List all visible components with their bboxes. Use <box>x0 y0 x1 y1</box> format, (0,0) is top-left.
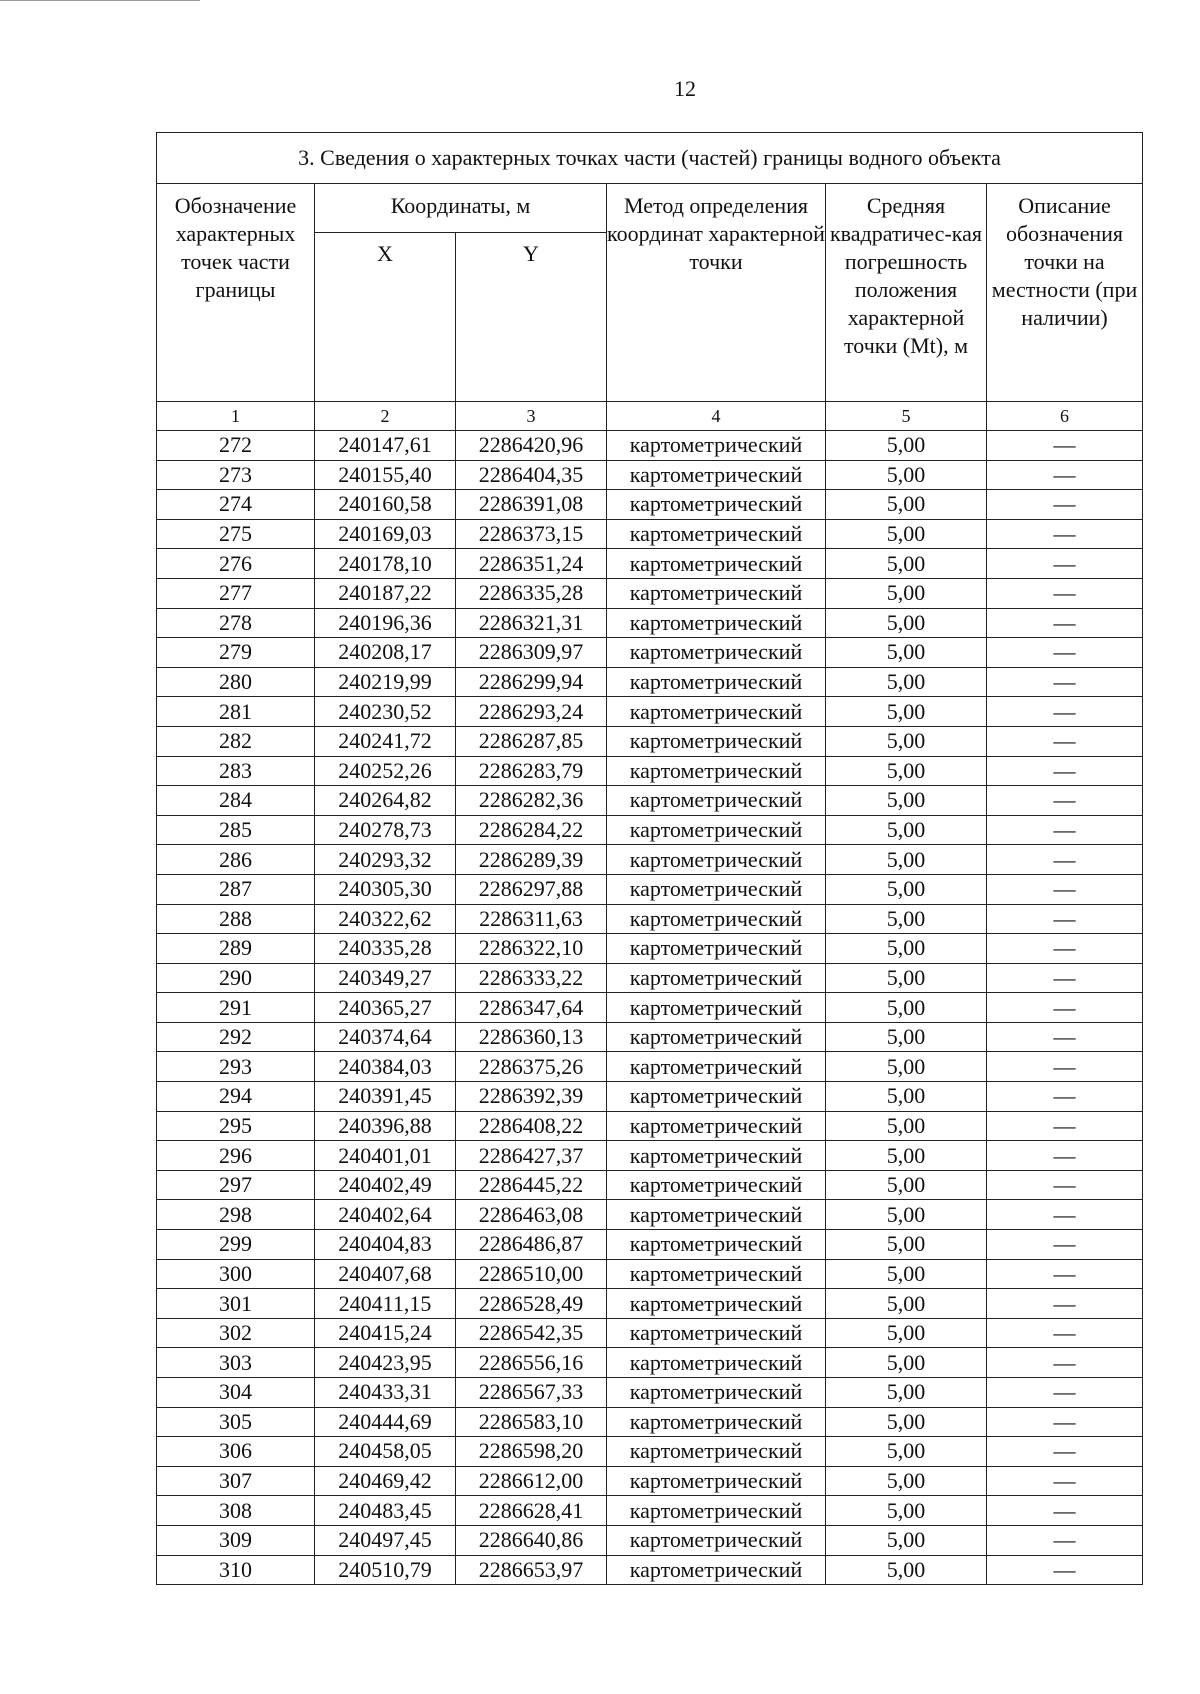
cell-method: картометрический <box>607 431 826 461</box>
cell-y: 2286284,22 <box>456 815 607 845</box>
cell-point-id: 309 <box>157 1525 315 1555</box>
cell-y: 2286486,87 <box>456 1230 607 1260</box>
cell-error: 5,00 <box>826 1170 987 1200</box>
cell-y: 2286653,97 <box>456 1555 607 1585</box>
table-row <box>157 1378 1143 1408</box>
cell-y: 2286283,79 <box>456 756 607 786</box>
cell-x: 240155,40 <box>315 460 456 490</box>
cell-x: 240510,79 <box>315 1555 456 1585</box>
cell-y: 2286528,49 <box>456 1289 607 1319</box>
cell-method: картометрический <box>607 1230 826 1260</box>
cell-error: 5,00 <box>826 549 987 579</box>
cell-y: 2286335,28 <box>456 578 607 608</box>
table-row <box>157 697 1143 727</box>
cell-method: картометрический <box>607 1407 826 1437</box>
cell-x: 240147,61 <box>315 431 456 461</box>
cell-x: 240402,64 <box>315 1200 456 1230</box>
cell-y: 2286289,39 <box>456 845 607 875</box>
table-row <box>157 934 1143 964</box>
cell-method: картометрический <box>607 1259 826 1289</box>
cell-x: 240384,03 <box>315 1052 456 1082</box>
table-row <box>157 963 1143 993</box>
cell-method: картометрический <box>607 904 826 934</box>
cell-x: 240219,99 <box>315 667 456 697</box>
cell-method: картометрический <box>607 934 826 964</box>
cell-y: 2286351,24 <box>456 549 607 579</box>
cell-y: 2286360,13 <box>456 1022 607 1052</box>
cell-method: картометрический <box>607 1022 826 1052</box>
table-row <box>157 578 1143 608</box>
cell-point-id: 303 <box>157 1348 315 1378</box>
cell-description: — <box>987 1378 1143 1408</box>
cell-error: 5,00 <box>826 1318 987 1348</box>
cell-point-id: 289 <box>157 934 315 964</box>
cell-description: — <box>987 667 1143 697</box>
cell-error: 5,00 <box>826 1466 987 1496</box>
cell-x: 240208,17 <box>315 638 456 668</box>
cell-method: картометрический <box>607 1200 826 1230</box>
cell-y: 2286542,35 <box>456 1318 607 1348</box>
cell-x: 240230,52 <box>315 697 456 727</box>
cell-y: 2286391,08 <box>456 490 607 520</box>
cell-x: 240252,26 <box>315 756 456 786</box>
cell-y: 2286598,20 <box>456 1437 607 1467</box>
table-row <box>157 1407 1143 1437</box>
cell-method: картометрический <box>607 1082 826 1112</box>
cell-description: — <box>987 1082 1143 1112</box>
cell-description: — <box>987 697 1143 727</box>
cell-point-id: 299 <box>157 1230 315 1260</box>
table-row <box>157 1348 1143 1378</box>
cell-x: 240196,36 <box>315 608 456 638</box>
cell-x: 240349,27 <box>315 963 456 993</box>
cell-description: — <box>987 963 1143 993</box>
cell-description: — <box>987 845 1143 875</box>
cell-y: 2286321,31 <box>456 608 607 638</box>
cell-point-id: 286 <box>157 845 315 875</box>
cell-point-id: 310 <box>157 1555 315 1585</box>
cell-error: 5,00 <box>826 608 987 638</box>
cell-point-id: 288 <box>157 904 315 934</box>
cell-method: картометрический <box>607 963 826 993</box>
cell-y: 2286567,33 <box>456 1378 607 1408</box>
cell-description: — <box>987 1437 1143 1467</box>
cell-error: 5,00 <box>826 638 987 668</box>
cell-error: 5,00 <box>826 874 987 904</box>
cell-x: 240322,62 <box>315 904 456 934</box>
cell-description: — <box>987 549 1143 579</box>
cell-description: — <box>987 1259 1143 1289</box>
cell-y: 2286463,08 <box>456 1200 607 1230</box>
cell-x: 240411,15 <box>315 1289 456 1319</box>
table-row <box>157 519 1143 549</box>
cell-method: картометрический <box>607 1555 826 1585</box>
cell-x: 240241,72 <box>315 726 456 756</box>
cell-error: 5,00 <box>826 1525 987 1555</box>
cell-description: — <box>987 1348 1143 1378</box>
cell-description: — <box>987 1052 1143 1082</box>
cell-point-id: 307 <box>157 1466 315 1496</box>
cell-description: — <box>987 756 1143 786</box>
cell-x: 240169,03 <box>315 519 456 549</box>
cell-error: 5,00 <box>826 697 987 727</box>
cell-method: картометрический <box>607 1348 826 1378</box>
cell-error: 5,00 <box>826 519 987 549</box>
cell-method: картометрический <box>607 726 826 756</box>
table-row <box>157 874 1143 904</box>
cell-description: — <box>987 1289 1143 1319</box>
cell-point-id: 294 <box>157 1082 315 1112</box>
column-number: 6 <box>987 402 1143 431</box>
cell-y: 2286311,63 <box>456 904 607 934</box>
cell-method: картометрический <box>607 1052 826 1082</box>
cell-x: 240401,01 <box>315 1141 456 1171</box>
cell-x: 240483,45 <box>315 1496 456 1526</box>
cell-error: 5,00 <box>826 904 987 934</box>
cell-x: 240444,69 <box>315 1407 456 1437</box>
table-row <box>157 1170 1143 1200</box>
cell-error: 5,00 <box>826 667 987 697</box>
page-number: 12 <box>674 76 696 101</box>
cell-description: — <box>987 874 1143 904</box>
cell-error: 5,00 <box>826 756 987 786</box>
cell-y: 2286612,00 <box>456 1466 607 1496</box>
cell-x: 240264,82 <box>315 786 456 816</box>
cell-description: — <box>987 1200 1143 1230</box>
cell-description: — <box>987 1111 1143 1141</box>
cell-error: 5,00 <box>826 460 987 490</box>
table-row <box>157 1052 1143 1082</box>
cell-x: 240402,49 <box>315 1170 456 1200</box>
cell-error: 5,00 <box>826 963 987 993</box>
column-number: 1 <box>157 402 315 431</box>
cell-x: 240423,95 <box>315 1348 456 1378</box>
column-number: 5 <box>826 402 987 431</box>
table-row <box>157 786 1143 816</box>
cell-y: 2286392,39 <box>456 1082 607 1112</box>
table-row <box>157 1259 1143 1289</box>
cell-point-id: 284 <box>157 786 315 816</box>
cell-y: 2286445,22 <box>456 1170 607 1200</box>
table-row <box>157 815 1143 845</box>
cell-point-id: 285 <box>157 815 315 845</box>
cell-error: 5,00 <box>826 1289 987 1319</box>
cell-point-id: 305 <box>157 1407 315 1437</box>
cell-error: 5,00 <box>826 490 987 520</box>
cell-x: 240178,10 <box>315 549 456 579</box>
table-row <box>157 1200 1143 1230</box>
table-row <box>157 845 1143 875</box>
table-row <box>157 1022 1143 1052</box>
cell-description: — <box>987 578 1143 608</box>
cell-point-id: 283 <box>157 756 315 786</box>
cell-x: 240404,83 <box>315 1230 456 1260</box>
cell-x: 240407,68 <box>315 1259 456 1289</box>
cell-description: — <box>987 726 1143 756</box>
cell-method: картометрический <box>607 1466 826 1496</box>
table-row <box>157 667 1143 697</box>
cell-y: 2286333,22 <box>456 963 607 993</box>
cell-description: — <box>987 490 1143 520</box>
cell-error: 5,00 <box>826 1200 987 1230</box>
table-row <box>157 490 1143 520</box>
header-description: Описание обозначения точки на местности (при наличии) <box>987 184 1143 402</box>
table-row <box>157 460 1143 490</box>
table-row <box>157 608 1143 638</box>
column-number-row <box>157 402 1143 431</box>
header-x: X <box>315 233 456 402</box>
cell-y: 2286427,37 <box>456 1141 607 1171</box>
table-row <box>157 431 1143 461</box>
cell-error: 5,00 <box>826 1378 987 1408</box>
cell-error: 5,00 <box>826 1555 987 1585</box>
cell-y: 2286404,35 <box>456 460 607 490</box>
cell-point-id: 292 <box>157 1022 315 1052</box>
header-coordinates: Координаты, м <box>315 184 607 233</box>
cell-point-id: 308 <box>157 1496 315 1526</box>
cell-error: 5,00 <box>826 1230 987 1260</box>
cell-description: — <box>987 608 1143 638</box>
cell-point-id: 301 <box>157 1289 315 1319</box>
cell-point-id: 281 <box>157 697 315 727</box>
cell-x: 240415,24 <box>315 1318 456 1348</box>
cell-point-id: 277 <box>157 578 315 608</box>
cell-method: картометрический <box>607 1437 826 1467</box>
cell-method: картометрический <box>607 1318 826 1348</box>
table-row <box>157 1082 1143 1112</box>
cell-description: — <box>987 1466 1143 1496</box>
cell-error: 5,00 <box>826 1022 987 1052</box>
cell-y: 2286293,24 <box>456 697 607 727</box>
table-row <box>157 1289 1143 1319</box>
cell-error: 5,00 <box>826 578 987 608</box>
cell-error: 5,00 <box>826 1141 987 1171</box>
cell-y: 2286375,26 <box>456 1052 607 1082</box>
cell-y: 2286556,16 <box>456 1348 607 1378</box>
cell-error: 5,00 <box>826 726 987 756</box>
cell-error: 5,00 <box>826 431 987 461</box>
column-number: 3 <box>456 402 607 431</box>
cell-y: 2286373,15 <box>456 519 607 549</box>
cell-point-id: 282 <box>157 726 315 756</box>
cell-y: 2286640,86 <box>456 1525 607 1555</box>
table-row <box>157 1111 1143 1141</box>
cell-description: — <box>987 1230 1143 1260</box>
table-row <box>157 1525 1143 1555</box>
cell-x: 240187,22 <box>315 578 456 608</box>
cell-method: картометрический <box>607 1111 826 1141</box>
cell-x: 240278,73 <box>315 815 456 845</box>
cell-error: 5,00 <box>826 1111 987 1141</box>
cell-method: картометрический <box>607 1170 826 1200</box>
cell-method: картометрический <box>607 815 826 845</box>
column-number: 2 <box>315 402 456 431</box>
cell-point-id: 300 <box>157 1259 315 1289</box>
cell-method: картометрический <box>607 1289 826 1319</box>
cell-y: 2286628,41 <box>456 1496 607 1526</box>
cell-point-id: 275 <box>157 519 315 549</box>
cell-y: 2286583,10 <box>456 1407 607 1437</box>
cell-method: картометрический <box>607 845 826 875</box>
table-row <box>157 1141 1143 1171</box>
cell-description: — <box>987 934 1143 964</box>
table-row <box>157 1555 1143 1585</box>
table-row <box>157 549 1143 579</box>
cell-description: — <box>987 1525 1143 1555</box>
cell-y: 2286287,85 <box>456 726 607 756</box>
cell-y: 2286510,00 <box>456 1259 607 1289</box>
cell-x: 240458,05 <box>315 1437 456 1467</box>
cell-error: 5,00 <box>826 1407 987 1437</box>
cell-method: картометрический <box>607 874 826 904</box>
table-row <box>157 1230 1143 1260</box>
cell-x: 240160,58 <box>315 490 456 520</box>
table-row <box>157 756 1143 786</box>
cell-method: картометрический <box>607 460 826 490</box>
header-method: Метод определения координат характерной точки <box>607 184 826 402</box>
cell-description: — <box>987 1555 1143 1585</box>
cell-y: 2286347,64 <box>456 993 607 1023</box>
cell-point-id: 306 <box>157 1437 315 1467</box>
cell-method: картометрический <box>607 1525 826 1555</box>
cell-method: картометрический <box>607 519 826 549</box>
cell-point-id: 291 <box>157 993 315 1023</box>
cell-method: картометрический <box>607 697 826 727</box>
cell-x: 240433,31 <box>315 1378 456 1408</box>
cell-y: 2286299,94 <box>456 667 607 697</box>
cell-x: 240335,28 <box>315 934 456 964</box>
header-mean-square-error: Средняя квадратичес-кая погрешность положения характерной точки (Mt), м <box>826 184 987 402</box>
cell-x: 240293,32 <box>315 845 456 875</box>
cell-description: — <box>987 786 1143 816</box>
cell-error: 5,00 <box>826 1259 987 1289</box>
cell-point-id: 302 <box>157 1318 315 1348</box>
cell-description: — <box>987 638 1143 668</box>
column-number: 4 <box>607 402 826 431</box>
cell-description: — <box>987 1407 1143 1437</box>
cell-y: 2286408,22 <box>456 1111 607 1141</box>
cell-description: — <box>987 431 1143 461</box>
cell-x: 240497,45 <box>315 1525 456 1555</box>
cell-error: 5,00 <box>826 1348 987 1378</box>
table-row <box>157 993 1143 1023</box>
cell-y: 2286297,88 <box>456 874 607 904</box>
cell-description: — <box>987 460 1143 490</box>
cell-point-id: 273 <box>157 460 315 490</box>
cell-description: — <box>987 1141 1143 1171</box>
header-point-designation: Обозначение характерных точек части границы <box>157 184 315 402</box>
cell-error: 5,00 <box>826 1496 987 1526</box>
top-edge-line <box>0 0 200 1</box>
cell-method: картометрический <box>607 1141 826 1171</box>
cell-point-id: 274 <box>157 490 315 520</box>
table-row <box>157 1496 1143 1526</box>
cell-description: — <box>987 815 1143 845</box>
cell-method: картометрический <box>607 786 826 816</box>
cell-point-id: 304 <box>157 1378 315 1408</box>
table-row <box>157 904 1143 934</box>
cell-point-id: 296 <box>157 1141 315 1171</box>
cell-x: 240305,30 <box>315 874 456 904</box>
cell-y: 2286420,96 <box>456 431 607 461</box>
cell-x: 240469,42 <box>315 1466 456 1496</box>
table-row <box>157 638 1143 668</box>
cell-description: — <box>987 1496 1143 1526</box>
cell-description: — <box>987 1170 1143 1200</box>
table-body <box>157 431 1143 1585</box>
cell-point-id: 279 <box>157 638 315 668</box>
cell-error: 5,00 <box>826 1437 987 1467</box>
cell-method: картометрический <box>607 549 826 579</box>
cell-point-id: 298 <box>157 1200 315 1230</box>
cell-error: 5,00 <box>826 1082 987 1112</box>
cell-description: — <box>987 904 1143 934</box>
cell-description: — <box>987 519 1143 549</box>
cell-y: 2286322,10 <box>456 934 607 964</box>
cell-point-id: 290 <box>157 963 315 993</box>
cell-point-id: 287 <box>157 874 315 904</box>
cell-y: 2286309,97 <box>456 638 607 668</box>
cell-error: 5,00 <box>826 1052 987 1082</box>
cell-error: 5,00 <box>826 934 987 964</box>
cell-x: 240391,45 <box>315 1082 456 1112</box>
cell-method: картометрический <box>607 608 826 638</box>
cell-error: 5,00 <box>826 786 987 816</box>
table-row <box>157 726 1143 756</box>
cell-point-id: 280 <box>157 667 315 697</box>
cell-method: картометрический <box>607 1496 826 1526</box>
cell-method: картометрический <box>607 993 826 1023</box>
cell-point-id: 295 <box>157 1111 315 1141</box>
cell-description: — <box>987 993 1143 1023</box>
cell-point-id: 276 <box>157 549 315 579</box>
cell-point-id: 293 <box>157 1052 315 1082</box>
cell-description: — <box>987 1318 1143 1348</box>
cell-method: картометрический <box>607 638 826 668</box>
table-row <box>157 1437 1143 1467</box>
table-title: 3. Сведения о характерных точках части (частей) границы водного объекта <box>157 133 1143 184</box>
cell-error: 5,00 <box>826 845 987 875</box>
header-y: Y <box>456 233 607 402</box>
cell-method: картометрический <box>607 490 826 520</box>
cell-method: картометрический <box>607 578 826 608</box>
cell-description: — <box>987 1022 1143 1052</box>
cell-error: 5,00 <box>826 815 987 845</box>
cell-method: картометрический <box>607 756 826 786</box>
cell-x: 240374,64 <box>315 1022 456 1052</box>
cell-x: 240396,88 <box>315 1111 456 1141</box>
cell-point-id: 297 <box>157 1170 315 1200</box>
cell-x: 240365,27 <box>315 993 456 1023</box>
cell-point-id: 278 <box>157 608 315 638</box>
cell-point-id: 272 <box>157 431 315 461</box>
cell-method: картометрический <box>607 1378 826 1408</box>
boundary-points-table <box>156 132 1143 1585</box>
table-row <box>157 1466 1143 1496</box>
table-row <box>157 1318 1143 1348</box>
cell-method: картометрический <box>607 667 826 697</box>
cell-error: 5,00 <box>826 993 987 1023</box>
cell-y: 2286282,36 <box>456 786 607 816</box>
